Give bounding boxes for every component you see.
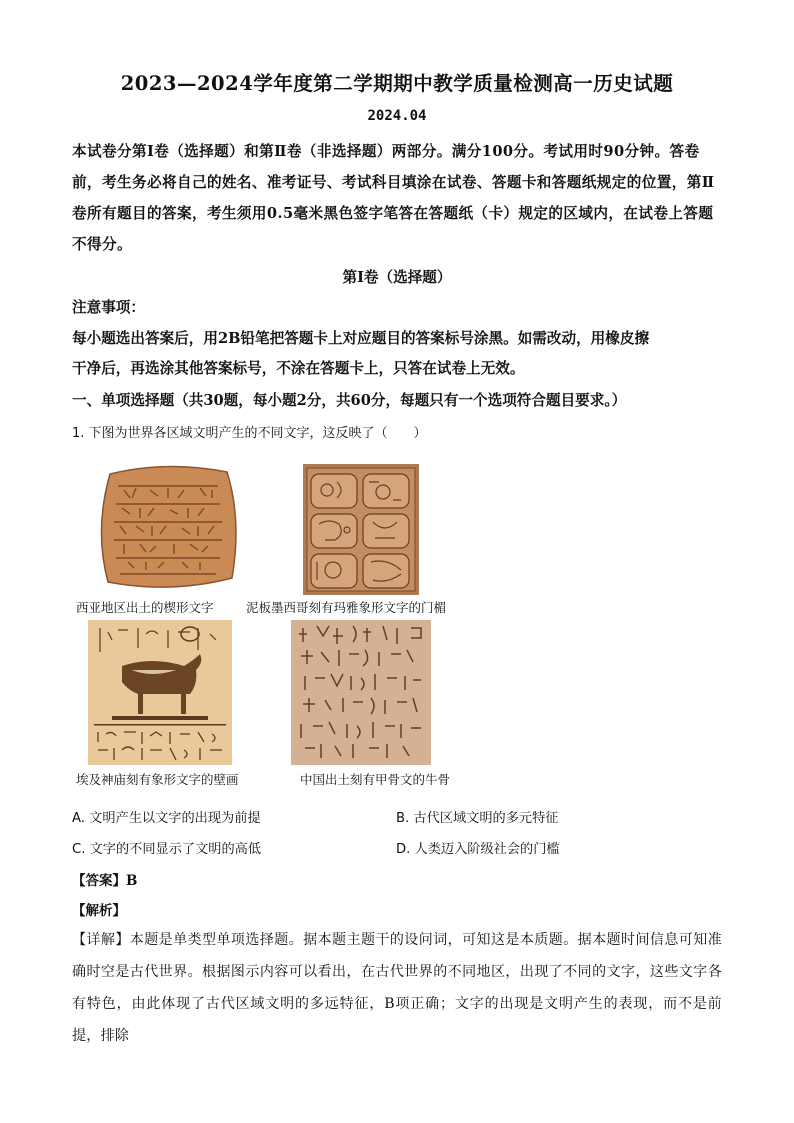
oracle-bone-image — [291, 620, 431, 765]
exam-title: 2023—2024学年度第二学期期中教学质量检测高一历史试题 — [120, 72, 674, 95]
question-1-stem: 1. 下图为世界各区域文明产生的不同文字，这反映了（ ） — [72, 426, 427, 441]
caption-maya: 泥板墨西哥刻有玛雅象形文字的门楣 — [246, 600, 447, 615]
exam-date: 2024.04 — [367, 108, 427, 124]
notice-line-2: 干净后，再选涂其他答案标号，不涂在答题卡上，只答在试卷上无效。 — [72, 360, 525, 377]
caption-egypt: 埃及神庙刻有象形文字的壁画 — [76, 772, 239, 787]
section-title: 第Ⅰ卷（选择题） — [342, 269, 452, 286]
option-d[interactable]: D. 人类迈入阶级社会的门槛 — [396, 842, 560, 857]
maya-glyph-lintel-image — [303, 464, 419, 595]
intro-paragraph: 本试卷分第Ⅰ卷（选择题）和第Ⅱ卷（非选择题）两部分。满分100分。考试用时90分钟。答卷前，考生务必将自己的姓名、准考证号、考试科目填涂在试卷、答题卡和答题纸规定的位置，第Ⅱ卷所有题目的答案，考生须用0.5毫米黑色签字笔答在答题纸（卡）规定的区域内，在试卷上答题不得分。 — [72, 143, 715, 253]
analysis-label: 【解析】 — [72, 903, 126, 919]
answer-label: 【答案】B — [72, 873, 138, 889]
caption-oracle-bone: 中国出土刻有甲骨文的牛骨 — [300, 772, 451, 787]
notice-line-1: 每小题选出答案后，用2B铅笔把答题卡上对应题目的答案标号涂黑。如需改动，用橡皮擦 — [72, 330, 650, 347]
detail-paragraph: 【详解】本题是单类型单项选择题。据本题主题干的设问词，可知这是本质题。据本题时间信息可知准确时空是古代世界。根据图示内容可以看出，在古代世界的不同地区，出现了不同的文字，这些文字各有特色，由此体现了古代区域文明的多远特征，B项正确；文字的出现是文明产生的表现，而不是前提，排除 — [72, 932, 722, 1044]
option-b[interactable]: B. 古代区域文明的多元特征 — [396, 811, 559, 826]
cuneiform-tablet-image — [90, 460, 245, 595]
egyptian-hieroglyph-mural-image — [88, 620, 232, 765]
option-c[interactable]: C. 文字的不同显示了文明的高低 — [72, 842, 262, 857]
part-one-heading: 一、单项选择题（共30题，每小题2分，共60分，每题只有一个选项符合题目要求。） — [72, 392, 627, 409]
notice-heading: 注意事项： — [72, 299, 145, 316]
option-a[interactable]: A. 文明产生以文字的出现为前提 — [72, 811, 261, 826]
caption-cuneiform: 西亚地区出土的楔形文字 — [76, 600, 214, 615]
